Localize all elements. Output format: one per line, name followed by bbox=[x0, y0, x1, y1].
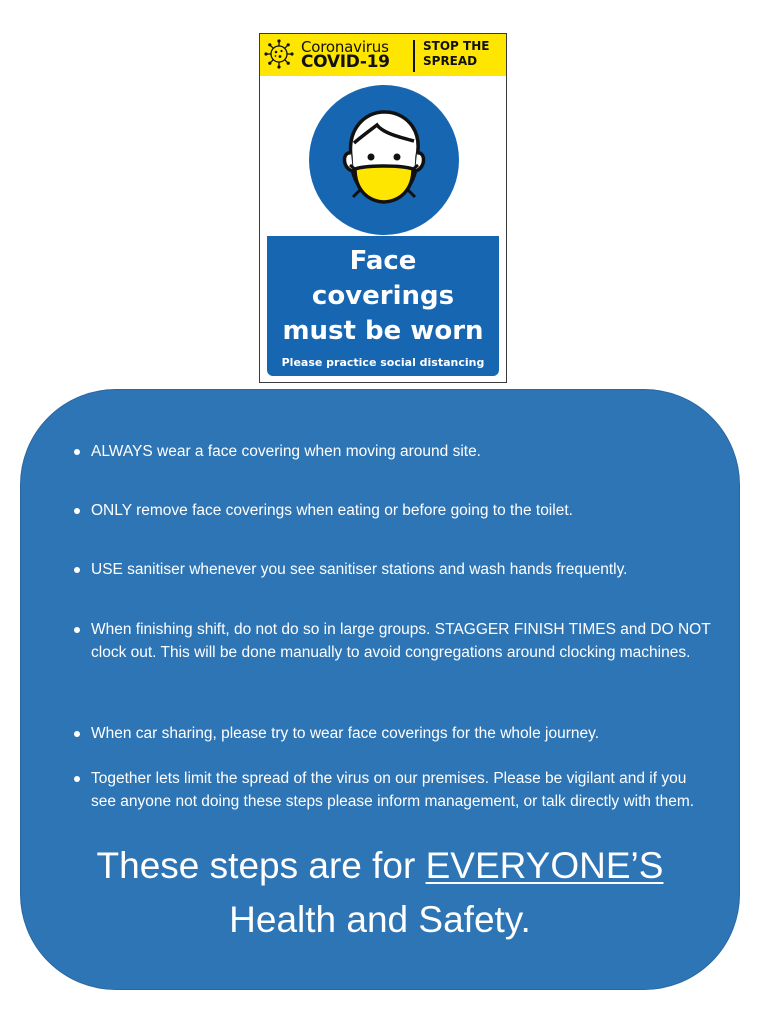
guideline-text: When finishing shift, do not do so in large groups. STAGGER FINISH TIMES and DO NOT clock out. This will be done manually to avoid congregations around clocking machines. bbox=[91, 621, 711, 661]
guideline-item bbox=[91, 767, 711, 813]
brand-covid19: COVID-19 bbox=[301, 52, 390, 72]
guideline-item bbox=[91, 722, 711, 745]
guideline-item bbox=[91, 558, 711, 581]
poster-title-line3: must be worn bbox=[282, 316, 484, 346]
stop-line2: SPREAD bbox=[423, 54, 478, 68]
poster-subtitle: Please practice social distancing bbox=[281, 356, 485, 369]
guideline-item bbox=[91, 618, 711, 664]
covid-poster bbox=[259, 33, 507, 383]
bullet-icon bbox=[74, 508, 80, 514]
guideline-item bbox=[91, 499, 711, 522]
guideline-text: When car sharing, please try to wear face coverings for the whole journey. bbox=[91, 725, 600, 742]
header-divider bbox=[413, 40, 415, 72]
closing-message bbox=[20, 839, 740, 947]
virus-icon bbox=[264, 39, 294, 69]
poster-title-line2: coverings bbox=[311, 281, 455, 311]
closing-line2: Health and Safety. bbox=[229, 899, 531, 940]
guideline-text: ALWAYS wear a face covering when moving around site. bbox=[91, 443, 481, 460]
poster-title bbox=[267, 244, 499, 349]
guideline-text: USE sanitiser whenever you see sanitiser stations and wash hands frequently. bbox=[91, 561, 628, 578]
guideline-text: ONLY remove face coverings when eating or before going to the toilet. bbox=[91, 502, 573, 519]
closing-line1 bbox=[20, 839, 740, 893]
poster-header bbox=[260, 34, 506, 76]
bullet-icon bbox=[74, 567, 80, 573]
brand-coronavirus: Coronavirus bbox=[301, 38, 389, 56]
poster-title-line1: Face bbox=[349, 246, 417, 276]
bullet-icon bbox=[74, 449, 80, 455]
closing-emphasis: EVERYONE’S bbox=[425, 845, 664, 886]
bullet-icon bbox=[74, 731, 80, 737]
stop-the-spread bbox=[423, 39, 489, 69]
bullet-icon bbox=[74, 627, 80, 633]
guideline-text: Together lets limit the spread of the virus on our premises. Please be vigilant and if you see anyone not doing these steps please inform management, or talk directly with them. bbox=[91, 770, 695, 810]
face-mask-icon bbox=[309, 85, 459, 235]
closing-prefix: These steps are for bbox=[96, 845, 426, 886]
poster-message-panel bbox=[267, 236, 499, 376]
bullet-icon bbox=[74, 776, 80, 782]
guideline-item bbox=[91, 440, 711, 463]
stop-line1: STOP THE bbox=[423, 39, 490, 53]
